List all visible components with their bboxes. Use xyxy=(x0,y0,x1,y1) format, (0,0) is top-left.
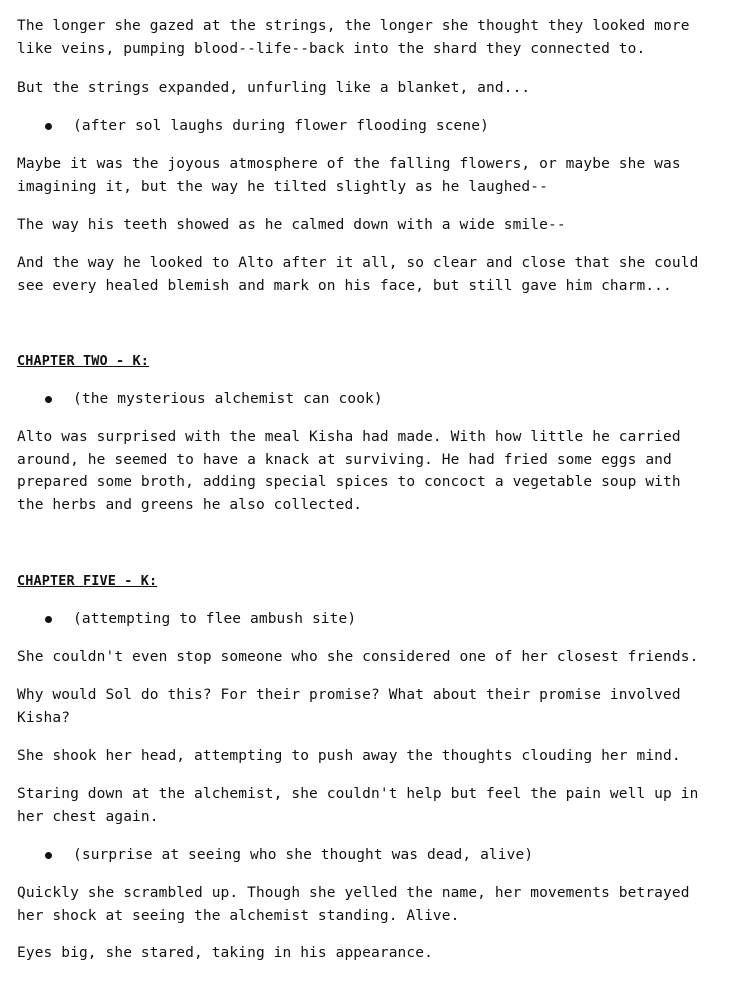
paragraph: Why would Sol do this? For their promise? What about their promise involved Kisha? xyxy=(17,687,681,726)
paragraph: And the way he looked to Alto after it all, so clear and close that she could see every healed blemish and mark on his face, but still gave him charm... xyxy=(17,255,699,294)
bullet-icon xyxy=(45,852,52,859)
paragraph: She couldn't even stop someone who she considered one of her closest friends. xyxy=(17,649,699,665)
paragraph: She shook her head, attempting to push away the thoughts clouding her mind. xyxy=(17,748,681,764)
paragraph: Maybe it was the joyous atmosphere of the falling flowers, or maybe she was imagining it, but the way he tilted slightly as he laughed-- xyxy=(17,156,681,195)
paragraph: The way his teeth showed as he calmed down with a wide smile-- xyxy=(17,217,566,233)
bullet-text: (attempting to flee ambush site) xyxy=(73,611,357,627)
paragraph: Alto was surprised with the meal Kisha had made. With how little he carried around, he seemed to have a knack at surviving. He had fried some eggs and prepared some broth, adding special spices to concoct a vegetable soup with the herbs and greens he also collected. xyxy=(17,429,681,513)
bullet-icon xyxy=(45,616,52,623)
paragraph: Eyes big, she stared, taking in his appearance. xyxy=(17,945,433,961)
paragraph: Staring down at the alchemist, she couldn't help but feel the pain well up in her chest again. xyxy=(17,786,699,825)
bullet-text: (surprise at seeing who she thought was dead, alive) xyxy=(73,847,534,863)
chapter-heading: CHAPTER TWO - K: xyxy=(17,353,149,369)
paragraph: Quickly she scrambled up. Though she yelled the name, her movements betrayed her shock at seeing the alchemist standing. Alive. xyxy=(17,885,690,924)
paragraph: The longer she gazed at the strings, the longer she thought they looked more like veins, pumping blood--life--back into the shard they connected to. xyxy=(17,18,690,57)
bullet-text: (the mysterious alchemist can cook) xyxy=(73,391,383,407)
chapter-heading: CHAPTER FIVE - K: xyxy=(17,573,158,589)
bullet-text: (after sol laughs during flower flooding scene) xyxy=(73,118,489,134)
bullet-icon xyxy=(45,396,52,403)
bullet-icon xyxy=(45,123,52,130)
paragraph: But the strings expanded, unfurling like a blanket, and... xyxy=(17,80,531,96)
